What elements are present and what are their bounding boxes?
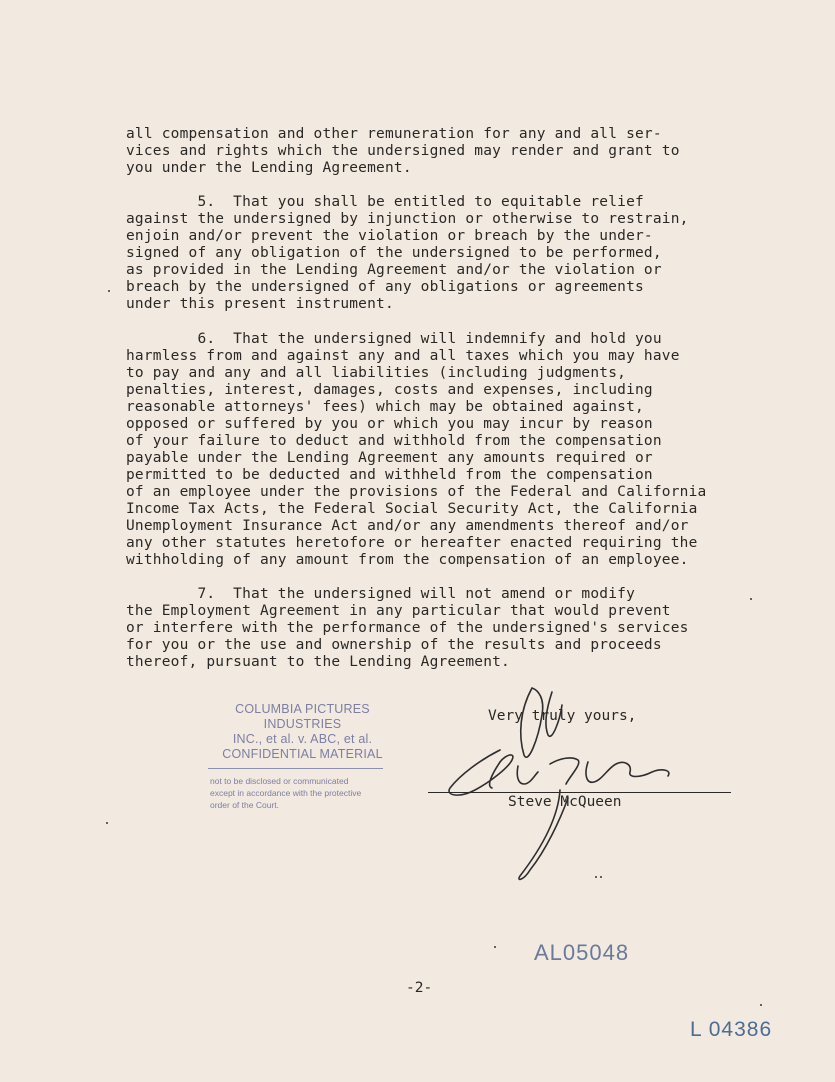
ink-speck [106, 822, 108, 824]
body-line: Income Tax Acts, the Federal Social Security Act, the California [126, 501, 698, 517]
bates-number: L 04386 [690, 1018, 773, 1041]
body-line: payable under the Lending Agreement any amounts required or [126, 450, 653, 466]
stamp-rule [208, 768, 383, 769]
body-line: 5. That you shall be entitled to equitable relief [126, 194, 644, 210]
body-line: withholding of any amount from the compensation of an employee. [126, 552, 689, 568]
signature-image [420, 680, 720, 890]
stamp-note-line: except in accordance with the protective [210, 788, 362, 798]
body-line: 6. That the undersigned will indemnify and hold you [126, 331, 662, 347]
stamp-line: COLUMBIA PICTURES INDUSTRIES [235, 702, 370, 731]
body-line: breach by the undersigned of any obligations or agreements [126, 279, 644, 295]
body-line: the Employment Agreement in any particular that would prevent [126, 603, 671, 619]
stamp-note-line: not to be disclosed or communicated [210, 776, 349, 786]
ink-speck [600, 876, 602, 878]
ink-speck [750, 598, 752, 600]
body-line: for you or the use and ownership of the results and proceeds [126, 637, 662, 653]
body-line: of an employee under the provisions of the Federal and California [126, 484, 707, 500]
ink-speck [108, 290, 110, 292]
body-line: penalties, interest, damages, costs and expenses, including [126, 382, 653, 398]
closing: Very truly yours, [488, 708, 637, 724]
ink-speck [760, 1004, 762, 1006]
body-line: under this present instrument. [126, 296, 394, 312]
body-line: you under the Lending Agreement. [126, 160, 412, 176]
signature-line [428, 792, 731, 793]
ink-speck [494, 946, 496, 948]
stamp-line: CONFIDENTIAL MATERIAL [222, 747, 383, 761]
body-line: 7. That the undersigned will not amend or modify [126, 586, 635, 602]
body-line: to pay and any and all liabilities (including judgments, [126, 365, 627, 381]
signer-name: Steve McQueen [508, 794, 622, 810]
body-line: reasonable attorneys' fees) which may be obtained against, [126, 399, 644, 415]
body-line: signed of any obligation of the undersigned to be performed, [126, 245, 662, 261]
body-line: Unemployment Insurance Act and/or any amendments thereof and/or [126, 518, 689, 534]
body-line: of your failure to deduct and withhold from the compensation [126, 433, 662, 449]
stamp-note [200, 775, 405, 811]
body-line: harmless from and against any and all taxes which you may have [126, 348, 680, 364]
body-line: any other statutes heretofore or hereafter enacted requiring the [126, 535, 698, 551]
body-line: or interfere with the performance of the undersigned's services [126, 620, 689, 636]
ink-speck [595, 876, 597, 878]
stamp-line: INC., et al. v. ABC, et al. [232, 732, 373, 746]
body-line: against the undersigned by injunction or otherwise to restrain, [126, 211, 689, 227]
stamp-note-line: order of the Court. [210, 800, 279, 810]
body-line: as provided in the Lending Agreement and/or the violation or [126, 262, 662, 278]
page-number: -2- [406, 980, 433, 996]
body-line: permitted to be deducted and withheld from the compensation [126, 467, 653, 483]
body-line: thereof, pursuant to the Lending Agreement. [126, 654, 510, 670]
handwritten-id: AL05048 [534, 940, 630, 965]
confidential-stamp [200, 702, 405, 811]
body-line: all compensation and other remuneration for any and all ser- [126, 126, 662, 142]
body-line: opposed or suffered by you or which you may incur by reason [126, 416, 653, 432]
body-line: enjoin and/or prevent the violation or breach by the under- [126, 228, 653, 244]
body-line: vices and rights which the undersigned may render and grant to [126, 143, 680, 159]
